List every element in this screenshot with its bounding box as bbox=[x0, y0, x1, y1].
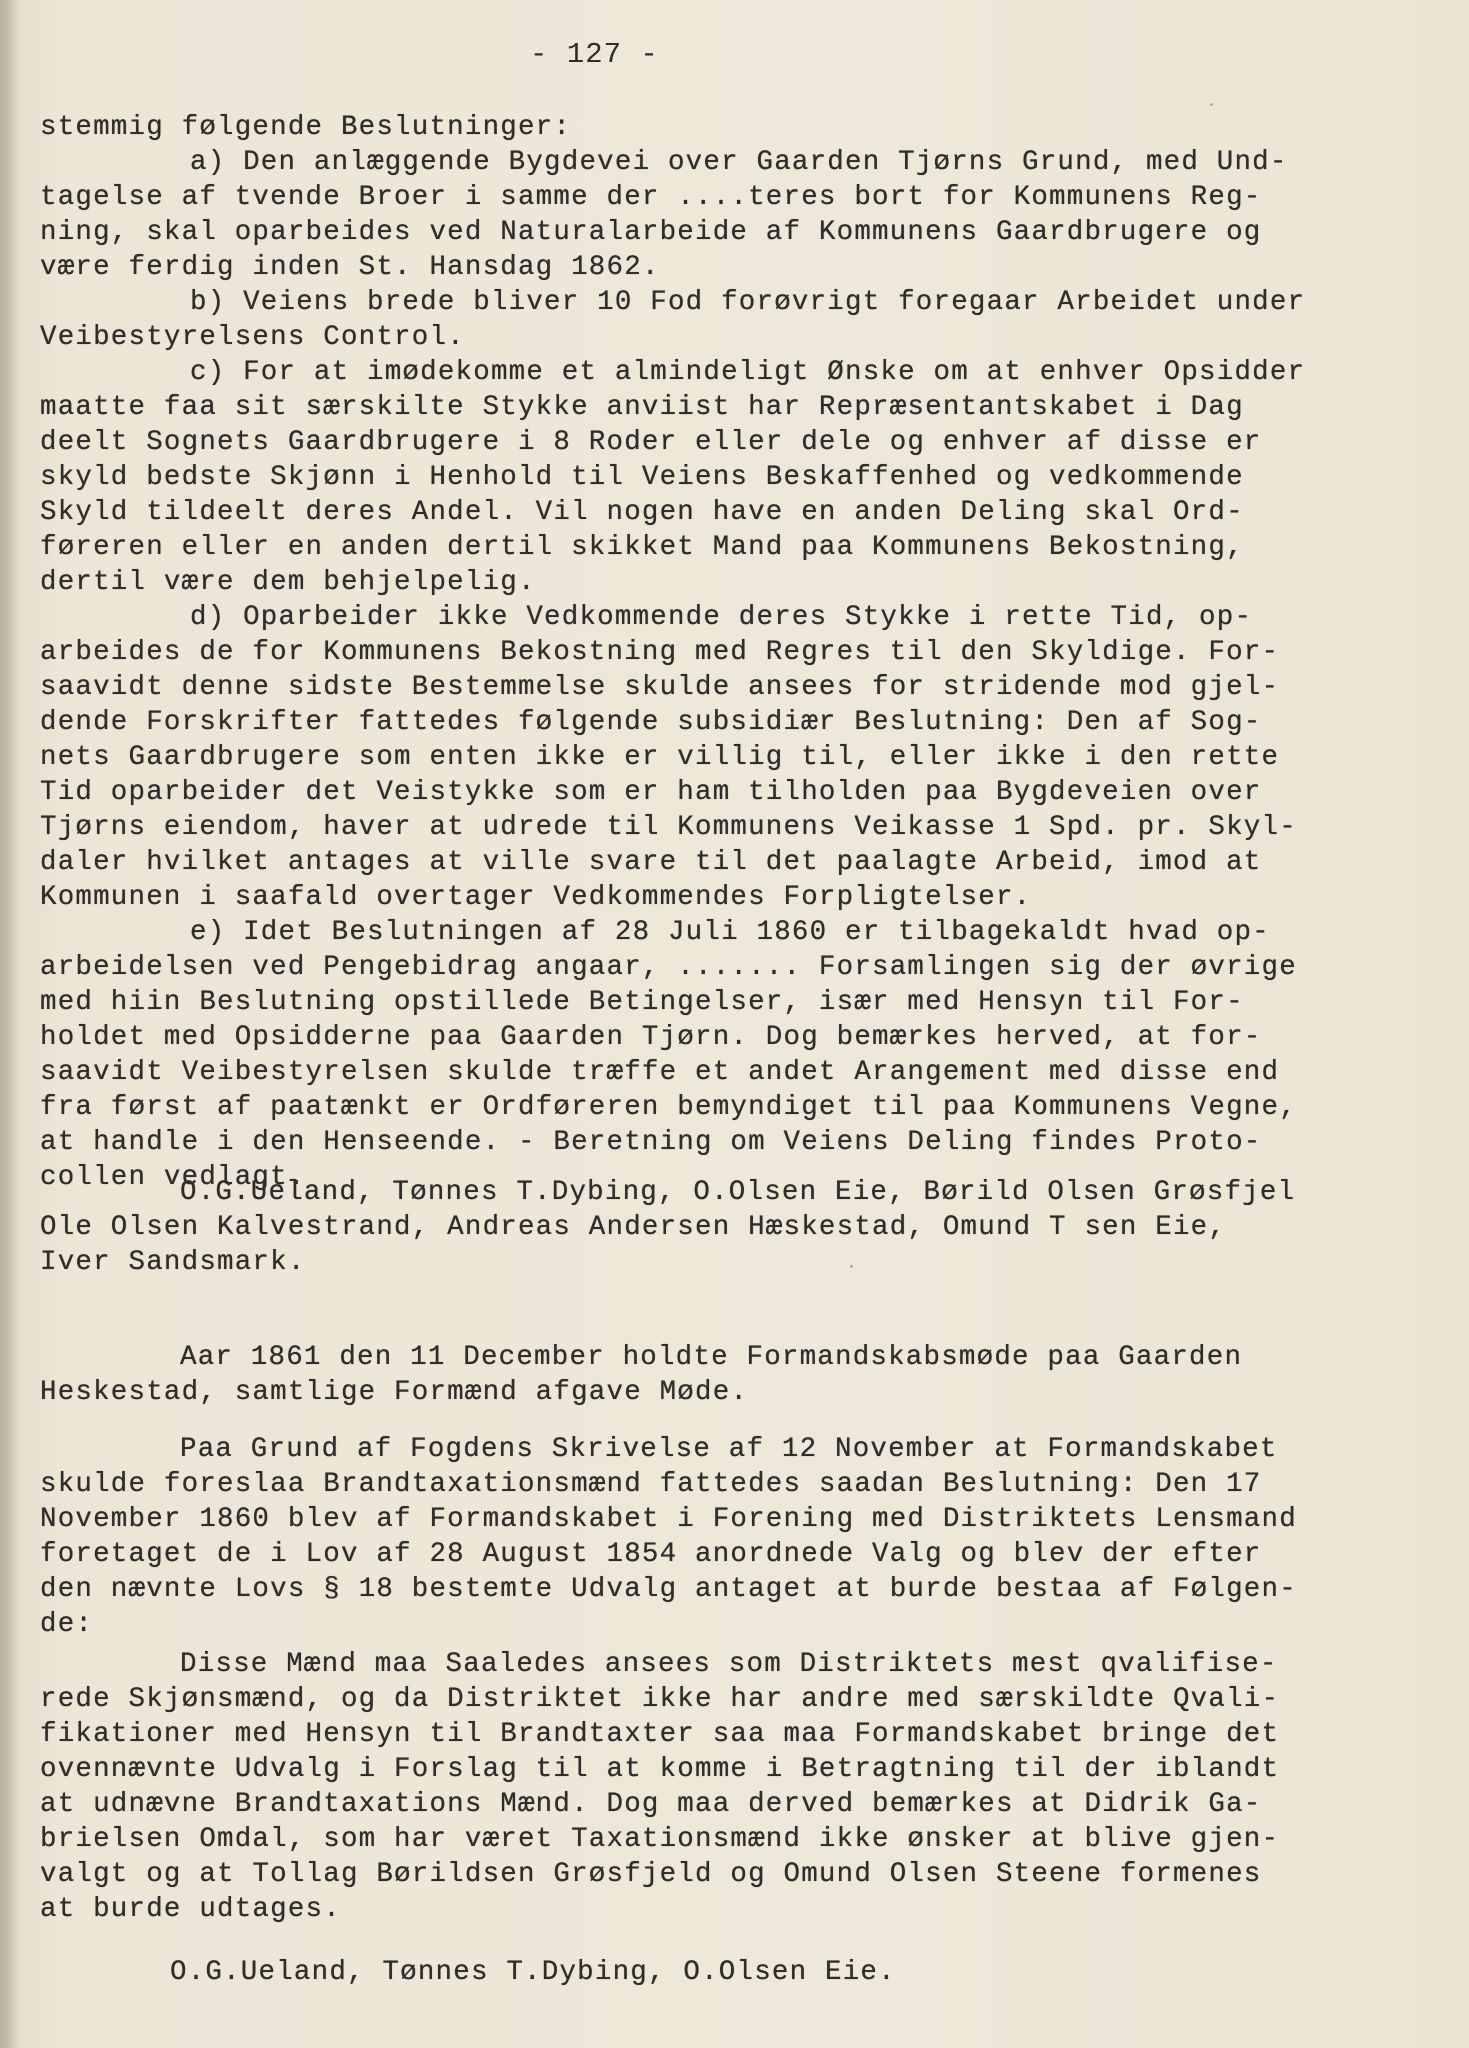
paper-speck bbox=[1210, 103, 1213, 106]
text-line: rede Skjønsmænd, og da Distriktet ikke har andre med særskildte Qvali- bbox=[40, 1684, 1280, 1715]
text-line: skyld bedste Skjønn i Henhold til Veiens Beskaffenhed og vedkommende bbox=[40, 462, 1244, 493]
text-line: fra først af paatænkt er Ordføreren bemyndiget til paa Kommunens Vegne, bbox=[40, 1092, 1297, 1123]
text-line: Disse Mænd maa Saaledes ansees som Distriktets mest qvalifise- bbox=[180, 1649, 1278, 1680]
text-line: med hiin Beslutning opstillede Betingelser, især med Hensyn til For- bbox=[40, 987, 1244, 1018]
signatures-block-2 bbox=[40, 1955, 1430, 1990]
text-line: a) Den anlæggende Bygdevei over Gaarden Tjørns Grund, med Und- bbox=[190, 147, 1288, 178]
page-number: - 127 - bbox=[530, 38, 659, 71]
text-line: tagelse af tvende Broer i samme der ....teres bort for Kommunens Reg- bbox=[40, 182, 1262, 213]
signature-line: Ole Olsen Kalvestrand, Andreas Andersen Hæskestad, Omund T sen Eie, bbox=[40, 1212, 1227, 1243]
text-line: Tjørns eiendom, haver at udrede til Kommunens Veikasse 1 Spd. pr. Skyl- bbox=[40, 812, 1297, 843]
text-line: den nævnte Lovs § 18 bestemte Udvalg antaget at burde bestaa af Følgen- bbox=[40, 1574, 1297, 1605]
signature-line: Iver Sandsmark. bbox=[40, 1247, 306, 1278]
paper-speck bbox=[850, 1265, 853, 1268]
signatures-block-1 bbox=[40, 1175, 1430, 1280]
text-line: valgt og at Tollag Børildsen Grøsfjeld og Omund Olsen Steene formenes bbox=[40, 1859, 1262, 1890]
signature-line: O.G.Ueland, Tønnes T.Dybing, O.Olsen Eie. bbox=[170, 1957, 896, 1988]
text-line: Veibestyrelsens Control. bbox=[40, 322, 465, 353]
text-line: foretaget de i Lov af 28 August 1854 anordnede Valg og blev der efter bbox=[40, 1539, 1262, 1570]
text-line: b) Veiens brede bliver 10 Fod forøvrigt foregaar Arbeidet under bbox=[190, 287, 1306, 318]
text-line: collen vedlagt. bbox=[40, 1162, 306, 1193]
resolutions-text bbox=[40, 110, 1430, 1195]
signature-line: O.G.Ueland, Tønnes T.Dybing, O.Olsen Eie, Børild Olsen Grøsfjel bbox=[180, 1177, 1296, 1208]
text-line: saavidt Veibestyrelsen skulde træffe et andet Arangement med disse end bbox=[40, 1057, 1280, 1088]
text-line: Aar 1861 den 11 December holdte Formandskabsmøde paa Gaarden bbox=[180, 1342, 1243, 1373]
text-line: arbeides de for Kommunens Bekostning med Regres til den Skyldige. For- bbox=[40, 637, 1280, 668]
text-line: Tid oparbeider det Veistykke som er ham tilholden paa Bygdeveien over bbox=[40, 777, 1262, 808]
text-line: ovennævnte Udvalg i Forslag til at komme i Betragtning til der iblandt bbox=[40, 1754, 1280, 1785]
text-line: brielsen Omdal, som har været Taxationsmænd ikke ønsker at blive gjen- bbox=[40, 1824, 1280, 1855]
text-line: nets Gaardbrugere som enten ikke er villig til, eller ikke i den rette bbox=[40, 742, 1280, 773]
text-line: dertil være dem behjelpelig. bbox=[40, 567, 536, 598]
text-line: at handle i den Henseende. - Beretning om Veiens Deling findes Proto- bbox=[40, 1127, 1262, 1158]
text-line: maatte faa sit særskilte Stykke anviist har Repræsentantskabet i Dag bbox=[40, 392, 1244, 423]
resolution-text-2 bbox=[40, 1432, 1430, 1642]
text-line: arbeidelsen ved Pengebidrag angaar, ....... Forsamlingen sig der øvrige bbox=[40, 952, 1297, 983]
resolution-text-3 bbox=[40, 1647, 1430, 1927]
text-line: stemmig følgende Beslutninger: bbox=[40, 112, 572, 143]
text-line: de: bbox=[40, 1609, 94, 1640]
binding-shadow bbox=[0, 0, 18, 2048]
meeting-record bbox=[40, 1340, 1430, 1410]
text-line: dende Forskrifter fattedes følgende subsidiær Beslutning: Den af Sog- bbox=[40, 707, 1262, 738]
text-line: Paa Grund af Fogdens Skrivelse af 12 November at Formandskabet bbox=[180, 1434, 1278, 1465]
text-line: saavidt denne sidste Bestemmelse skulde ansees for stridende mod gjel- bbox=[40, 672, 1280, 703]
text-line: deelt Sognets Gaardbrugere i 8 Roder eller dele og enhver af disse er bbox=[40, 427, 1262, 458]
text-line: d) Oparbeider ikke Vedkommende deres Stykke i rette Tid, op- bbox=[190, 602, 1253, 633]
text-line: føreren eller en anden dertil skikket Mand paa Kommunens Bekostning, bbox=[40, 532, 1244, 563]
text-line: at burde udtages. bbox=[40, 1894, 341, 1925]
text-line: Skyld tildeelt deres Andel. Vil nogen have en anden Deling skal Ord- bbox=[40, 497, 1244, 528]
text-line: e) Idet Beslutningen af 28 Juli 1860 er tilbagekaldt hvad op- bbox=[190, 917, 1270, 948]
text-line: være ferdig inden St. Hansdag 1862. bbox=[40, 252, 660, 283]
text-line: holdet med Opsidderne paa Gaarden Tjørn. Dog bemærkes herved, at for- bbox=[40, 1022, 1262, 1053]
text-line: daler hvilket antages at ville svare til det paalagte Arbeid, imod at bbox=[40, 847, 1262, 878]
text-line: c) For at imødekomme et almindeligt Ønske om at enhver Opsidder bbox=[190, 357, 1306, 388]
text-line: at udnævne Brandtaxations Mænd. Dog maa derved bemærkes at Didrik Ga- bbox=[40, 1789, 1262, 1820]
text-line: November 1860 blev af Formandskabet i Forening med Distriktets Lensmand bbox=[40, 1504, 1297, 1535]
text-line: ning, skal oparbeides ved Naturalarbeide af Kommunens Gaardbrugere og bbox=[40, 217, 1262, 248]
text-line: skulde foreslaa Brandtaxationsmænd fattedes saadan Beslutning: Den 17 bbox=[40, 1469, 1262, 1500]
text-line: Kommunen i saafald overtager Vedkommendes Forpligtelser. bbox=[40, 882, 1032, 913]
text-line: Heskestad, samtlige Formænd afgave Møde. bbox=[40, 1377, 749, 1408]
text-line: fikationer med Hensyn til Brandtaxter saa maa Formandskabet bringe det bbox=[40, 1719, 1280, 1750]
